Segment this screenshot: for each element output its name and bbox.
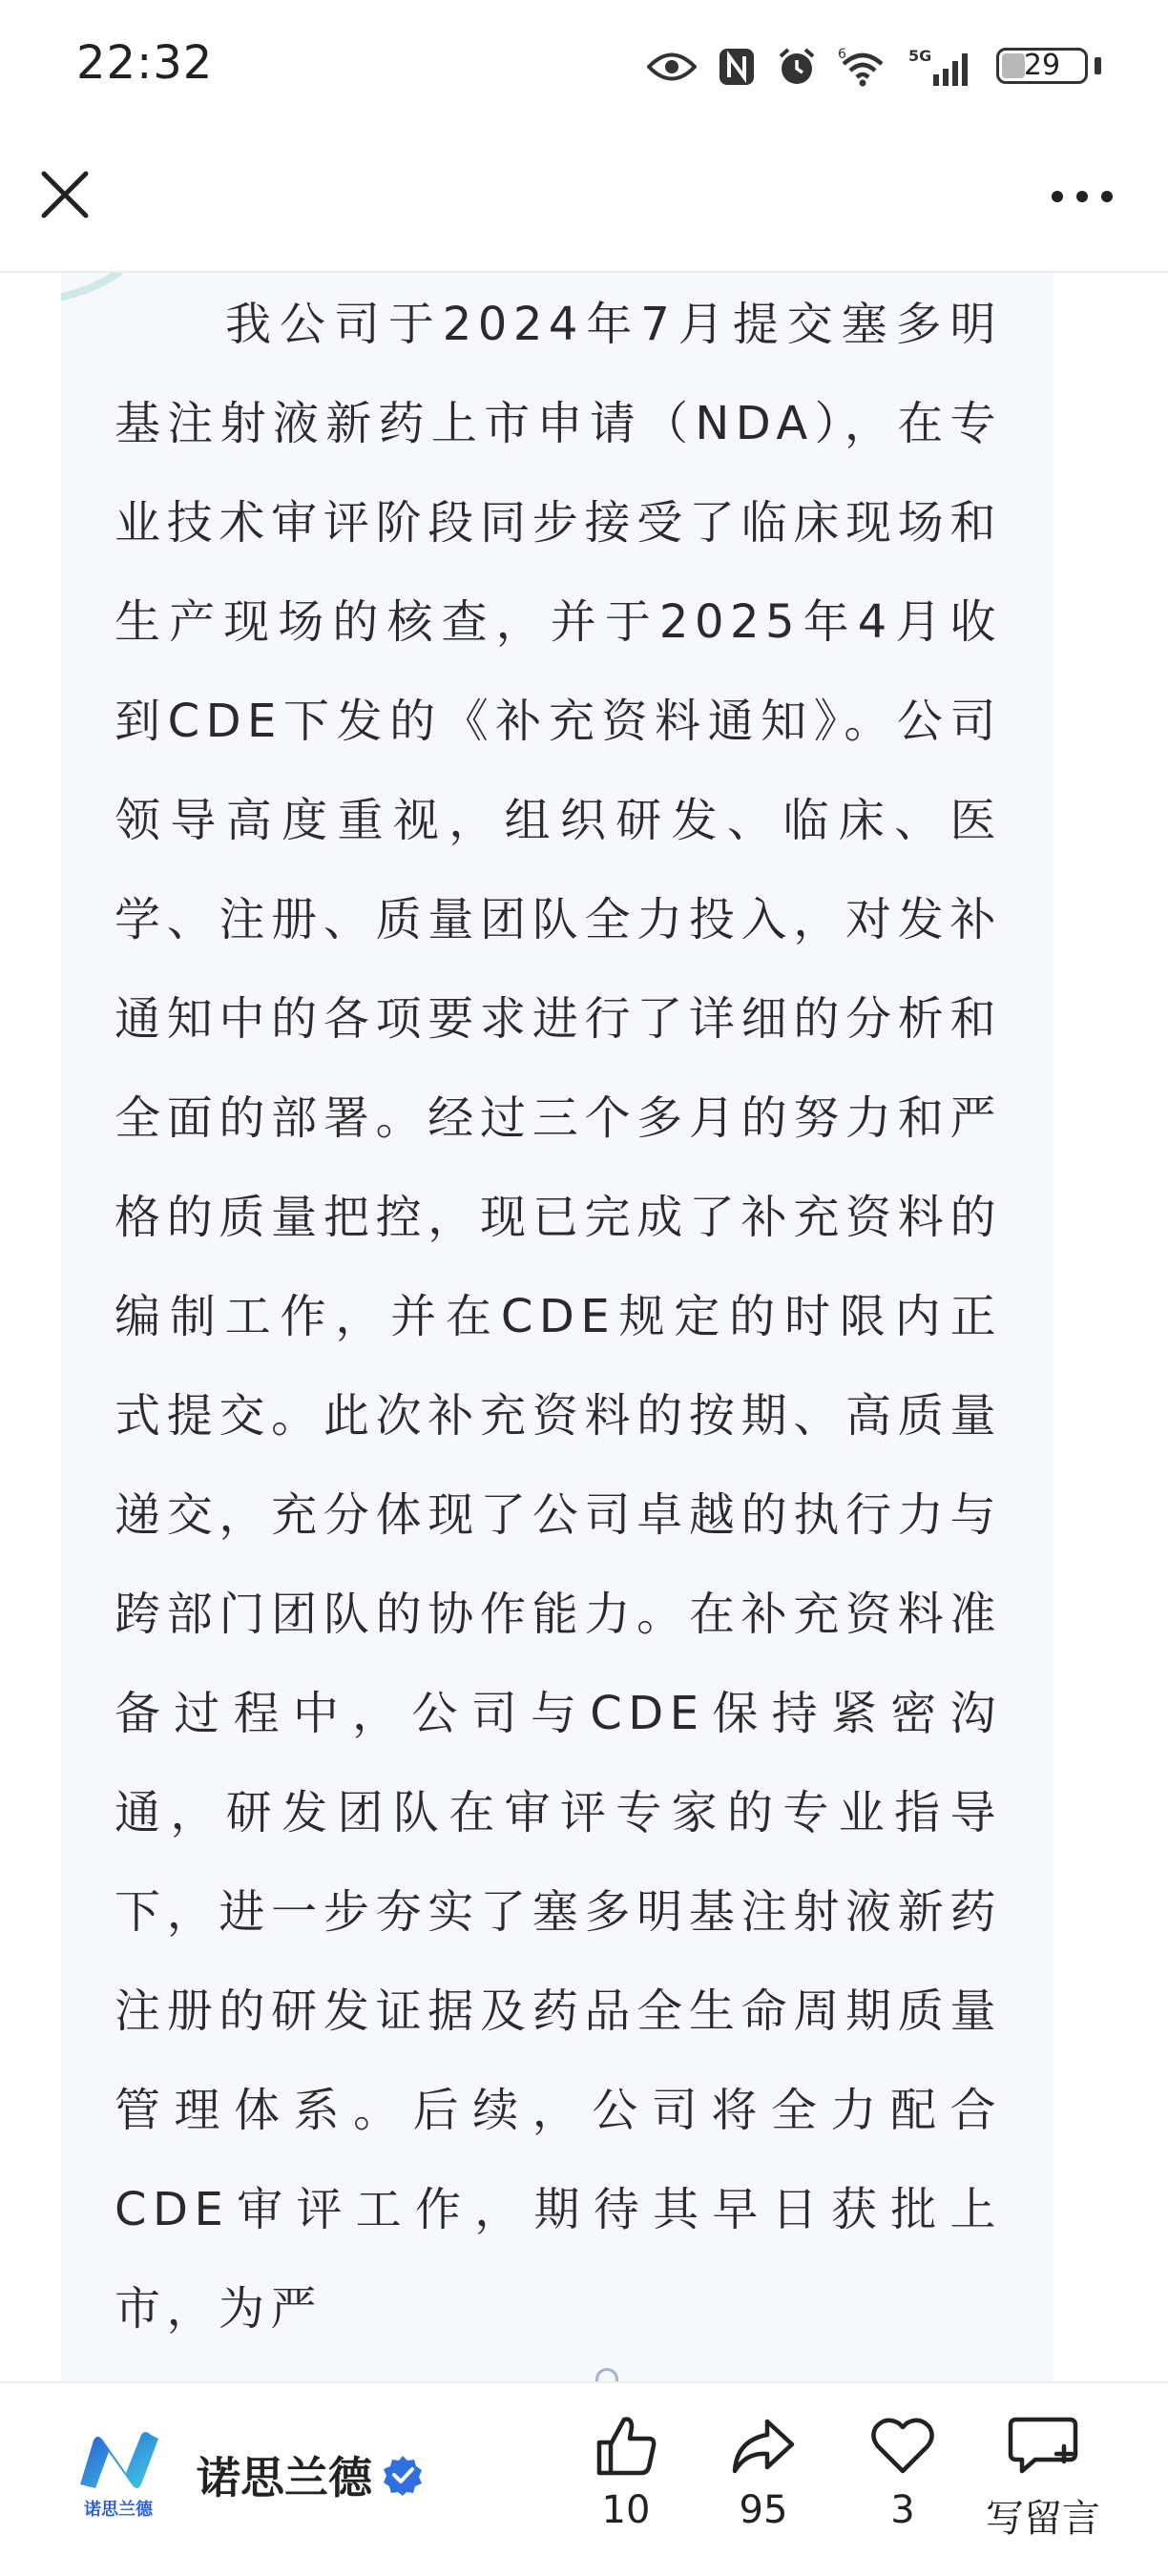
- like-button[interactable]: [569, 2412, 683, 2532]
- article-paragraph: 我公司于2024年7月提交塞多明基注射液新药上市申请（NDA），在专业技术审评阶段同步接受了临床现场和生产现场的核查，并于2025年4月收到CDE下发的《补充资料通知》。公司领导高度重视，组织研发、临床、医学、注册、质量团队全力投入，对发补通知中的各项要求进行了详细的分析和全面的部署。经过三个多月的努力和严格的质量把控，现已完成了补充资料的编制工作，并在CDE规定的时限内正式提交。此次补充资料的按期、高质量递交，充分体现了公司卓越的执行力与跨部门团队的协作能力。在补充资料准备过程中，公司与CDE保持紧密沟通，研发团队在审评专家的专业指导下，进一步夯实了塞多明基注射液新药注册的研发证据及药品全生命周期质量管理体系。后续，公司将全力配合CDE审评工作，期待其早日获批上市，为严: [115, 298, 1002, 2336]
- thumbs-up-icon: [592, 2412, 660, 2481]
- more-options-button[interactable]: [1044, 168, 1120, 225]
- article-body: [61, 273, 1053, 2381]
- bottom-bar: [0, 2381, 1168, 2576]
- account-profile[interactable]: [71, 2427, 424, 2523]
- signal-5g-icon: [908, 46, 975, 88]
- nav-bar: [0, 134, 1168, 273]
- write-comment-button[interactable]: [971, 2412, 1115, 2543]
- svg-text:5G: 5G: [908, 47, 932, 65]
- comment-plus-icon: [1007, 2412, 1079, 2481]
- logo-text: 诺思兰德: [84, 2500, 153, 2520]
- favorite-count: 3: [890, 2488, 915, 2532]
- eye-icon: [647, 51, 697, 83]
- alarm-icon: [777, 47, 817, 87]
- svg-text:6: 6: [838, 47, 846, 62]
- battery-level: 29: [1023, 49, 1061, 82]
- more-dots-icon: [1044, 168, 1120, 225]
- battery-icon: [996, 46, 1101, 88]
- wifi-icon: [838, 47, 887, 87]
- nfc-icon: [718, 47, 756, 87]
- write-comment-label: 写留言: [986, 2497, 1100, 2541]
- account-name: 诺思兰德: [197, 2452, 372, 2503]
- share-count: 95: [739, 2488, 788, 2532]
- favorite-button[interactable]: [845, 2412, 960, 2532]
- logo-n-icon: [71, 2427, 166, 2494]
- status-icons: [647, 38, 1101, 95]
- close-icon: [34, 164, 95, 225]
- status-bar: [0, 0, 1168, 134]
- account-logo: [71, 2427, 166, 2523]
- like-count: 10: [601, 2488, 651, 2532]
- share-arrow-icon: [729, 2412, 798, 2481]
- verified-badge-icon: [382, 2454, 424, 2496]
- heart-icon: [868, 2412, 937, 2481]
- close-button[interactable]: [34, 164, 95, 225]
- share-button[interactable]: [706, 2412, 821, 2532]
- status-time: 22:32: [76, 36, 214, 90]
